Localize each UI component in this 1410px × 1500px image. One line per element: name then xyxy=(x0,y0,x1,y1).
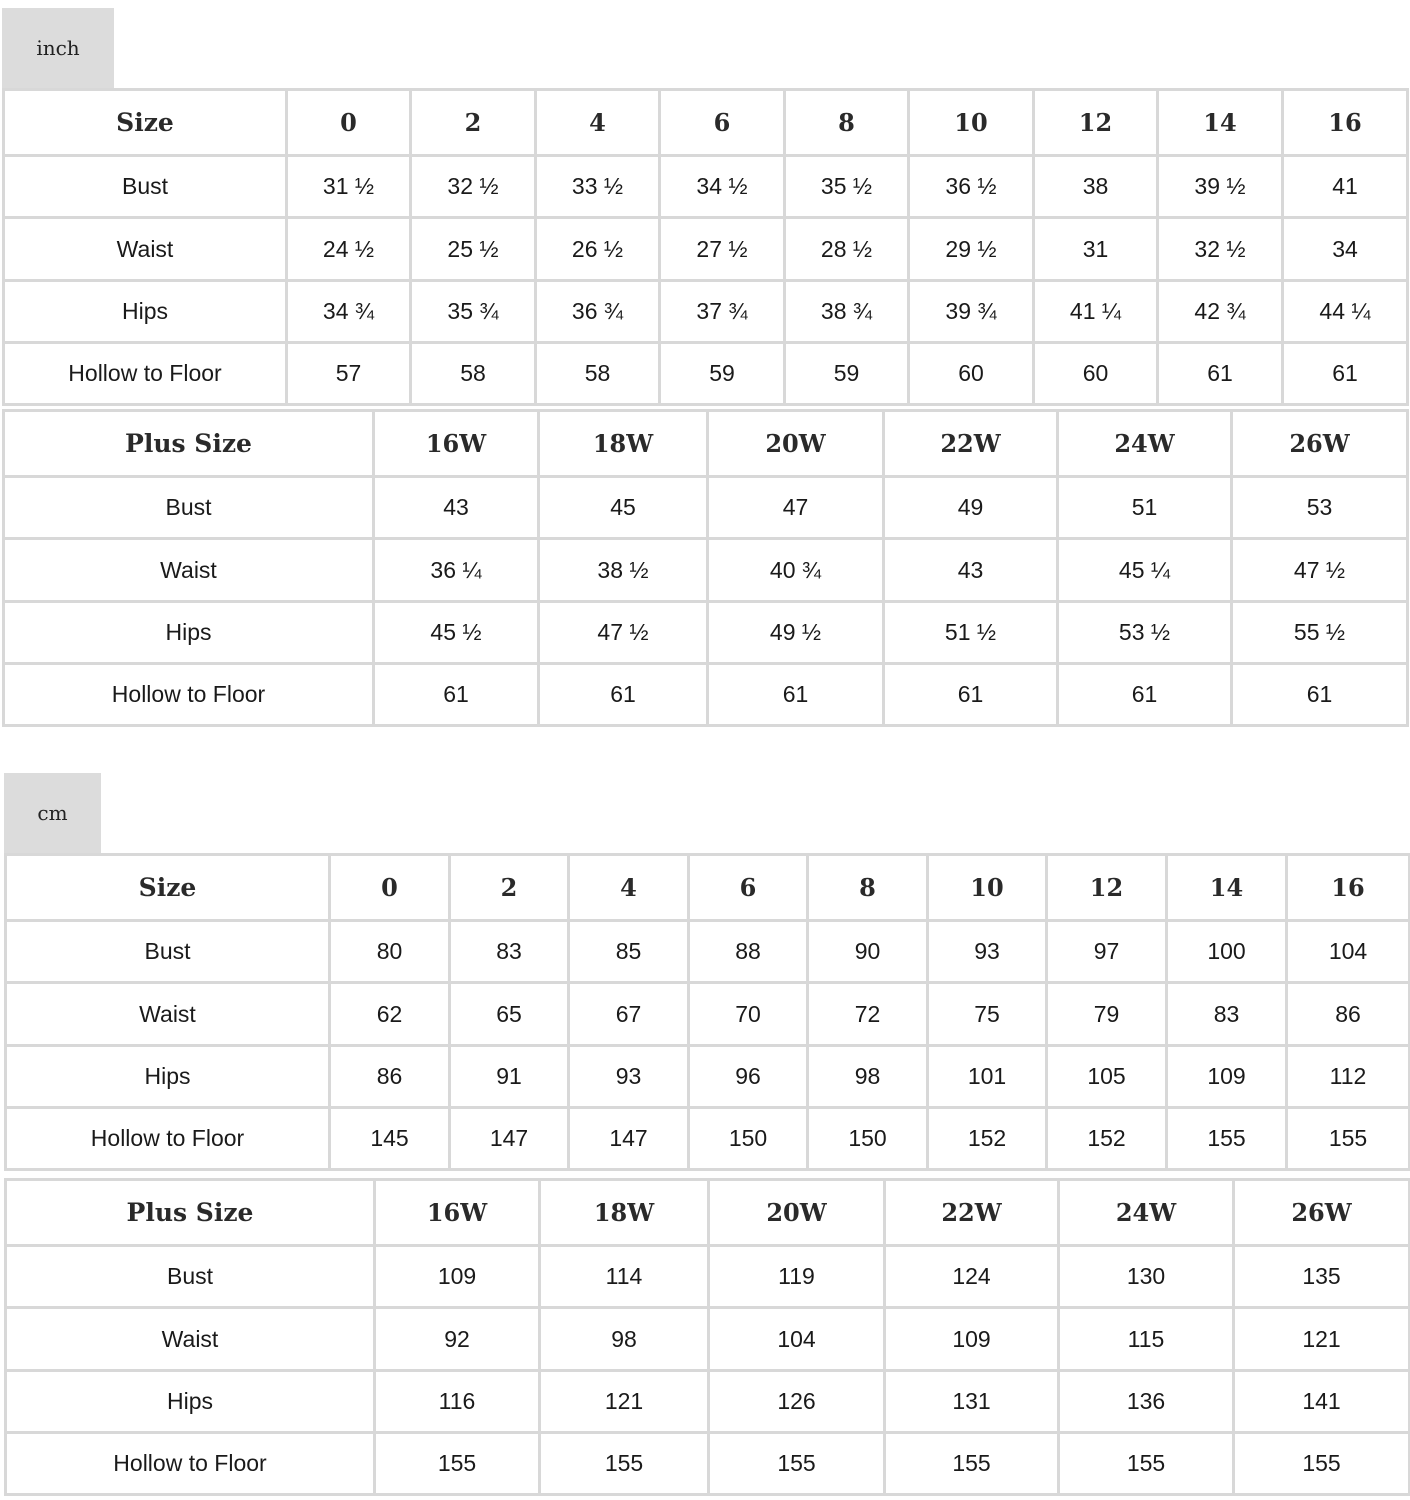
measurement-value: 47 ½ xyxy=(1232,539,1408,601)
table-row xyxy=(6,1432,1410,1494)
unit-tab-cm[interactable]: cm xyxy=(4,773,101,853)
measurement-value: 47 xyxy=(708,477,884,539)
header-label-cell: Size xyxy=(6,855,330,921)
measurement-value: 34 ¾ xyxy=(287,280,411,342)
size-header-cell: 16W xyxy=(375,1180,540,1246)
measurement-value: 79 xyxy=(1047,983,1167,1045)
measurement-value: 147 xyxy=(450,1107,569,1169)
measurement-value: 60 xyxy=(1034,342,1158,404)
measurement-value: 31 ½ xyxy=(287,156,411,218)
measurement-value: 93 xyxy=(928,921,1047,983)
measurement-value: 41 xyxy=(1283,156,1408,218)
inch-plus-size-table xyxy=(2,409,1409,727)
measurement-value: 61 xyxy=(1283,342,1408,404)
measurement-value: 32 ½ xyxy=(1158,218,1283,280)
table-header-row xyxy=(6,855,1410,921)
measurement-value: 109 xyxy=(1167,1045,1287,1107)
measurement-value: 39 ¾ xyxy=(909,280,1034,342)
size-header-cell: 14 xyxy=(1158,90,1283,156)
size-header-cell: 6 xyxy=(689,855,808,921)
table-row xyxy=(4,539,1408,601)
size-header-cell: 18W xyxy=(540,1180,709,1246)
measurement-value: 44 ¼ xyxy=(1283,280,1408,342)
table-row xyxy=(4,342,1408,404)
measurement-value: 36 ¾ xyxy=(536,280,660,342)
measurement-value: 135 xyxy=(1234,1246,1410,1308)
measurement-value: 61 xyxy=(539,663,708,725)
measurement-label: Hollow to Floor xyxy=(6,1107,330,1169)
measurement-value: 28 ½ xyxy=(785,218,909,280)
unit-tab-inch[interactable]: inch xyxy=(2,8,114,88)
measurement-value: 33 ½ xyxy=(536,156,660,218)
measurement-value: 131 xyxy=(885,1370,1059,1432)
measurement-value: 38 xyxy=(1034,156,1158,218)
measurement-value: 136 xyxy=(1059,1370,1234,1432)
measurement-label: Hollow to Floor xyxy=(4,663,374,725)
table-row xyxy=(6,1308,1410,1370)
measurement-label: Bust xyxy=(6,1246,375,1308)
measurement-label: Hips xyxy=(4,601,374,663)
table-row xyxy=(4,601,1408,663)
measurement-value: 155 xyxy=(885,1432,1059,1494)
measurement-value: 96 xyxy=(689,1045,808,1107)
measurement-value: 45 xyxy=(539,477,708,539)
measurement-value: 100 xyxy=(1167,921,1287,983)
header-label-cell: Plus Size xyxy=(6,1180,375,1246)
measurement-value: 152 xyxy=(1047,1107,1167,1169)
measurement-label: Hollow to Floor xyxy=(6,1432,375,1494)
measurement-label: Waist xyxy=(4,539,374,601)
measurement-label: Waist xyxy=(4,218,287,280)
measurement-value: 121 xyxy=(1234,1308,1410,1370)
measurement-value: 61 xyxy=(1158,342,1283,404)
measurement-value: 141 xyxy=(1234,1370,1410,1432)
measurement-value: 116 xyxy=(375,1370,540,1432)
measurement-value: 61 xyxy=(708,663,884,725)
measurement-value: 98 xyxy=(540,1308,709,1370)
measurement-value: 61 xyxy=(1232,663,1408,725)
measurement-value: 155 xyxy=(1059,1432,1234,1494)
measurement-value: 65 xyxy=(450,983,569,1045)
table-row xyxy=(6,1246,1410,1308)
size-header-cell: 18W xyxy=(539,411,708,477)
measurement-value: 86 xyxy=(330,1045,450,1107)
measurement-value: 104 xyxy=(709,1308,885,1370)
measurement-value: 35 ½ xyxy=(785,156,909,218)
measurement-value: 61 xyxy=(884,663,1058,725)
measurement-value: 112 xyxy=(1287,1045,1410,1107)
measurement-value: 25 ½ xyxy=(411,218,536,280)
table-row xyxy=(4,477,1408,539)
measurement-value: 59 xyxy=(785,342,909,404)
measurement-value: 29 ½ xyxy=(909,218,1034,280)
measurement-label: Hips xyxy=(4,280,287,342)
measurement-value: 40 ¾ xyxy=(708,539,884,601)
measurement-value: 34 ½ xyxy=(660,156,785,218)
measurement-value: 101 xyxy=(928,1045,1047,1107)
size-header-cell: 0 xyxy=(330,855,450,921)
measurement-value: 32 ½ xyxy=(411,156,536,218)
measurement-value: 109 xyxy=(885,1308,1059,1370)
table-row xyxy=(4,218,1408,280)
measurement-value: 59 xyxy=(660,342,785,404)
measurement-value: 37 ¾ xyxy=(660,280,785,342)
measurement-value: 38 ¾ xyxy=(785,280,909,342)
cm-size-table xyxy=(4,853,1410,1171)
size-header-cell: 16 xyxy=(1283,90,1408,156)
measurement-value: 41 ¼ xyxy=(1034,280,1158,342)
measurement-value: 93 xyxy=(569,1045,689,1107)
measurement-value: 121 xyxy=(540,1370,709,1432)
header-label-cell: Plus Size xyxy=(4,411,374,477)
size-header-cell: 2 xyxy=(411,90,536,156)
measurement-value: 130 xyxy=(1059,1246,1234,1308)
table-row xyxy=(4,280,1408,342)
measurement-value: 62 xyxy=(330,983,450,1045)
size-header-cell: 8 xyxy=(808,855,928,921)
size-header-cell: 14 xyxy=(1167,855,1287,921)
table-row xyxy=(6,1370,1410,1432)
measurement-value: 36 ¼ xyxy=(374,539,539,601)
measurement-value: 61 xyxy=(374,663,539,725)
measurement-value: 97 xyxy=(1047,921,1167,983)
measurement-value: 85 xyxy=(569,921,689,983)
measurement-value: 58 xyxy=(411,342,536,404)
measurement-label: Waist xyxy=(6,1308,375,1370)
measurement-value: 91 xyxy=(450,1045,569,1107)
measurement-value: 155 xyxy=(709,1432,885,1494)
measurement-value: 83 xyxy=(450,921,569,983)
size-header-cell: 16W xyxy=(374,411,539,477)
measurement-value: 80 xyxy=(330,921,450,983)
measurement-label: Bust xyxy=(4,477,374,539)
measurement-value: 155 xyxy=(540,1432,709,1494)
inch-size-table xyxy=(2,88,1409,406)
size-header-cell: 4 xyxy=(536,90,660,156)
size-header-cell: 20W xyxy=(708,411,884,477)
measurement-value: 53 ½ xyxy=(1058,601,1232,663)
measurement-value: 124 xyxy=(885,1246,1059,1308)
measurement-value: 60 xyxy=(909,342,1034,404)
size-header-cell: 20W xyxy=(709,1180,885,1246)
measurement-value: 43 xyxy=(884,539,1058,601)
measurement-label: Bust xyxy=(4,156,287,218)
table-row xyxy=(4,663,1408,725)
measurement-value: 150 xyxy=(689,1107,808,1169)
measurement-value: 109 xyxy=(375,1246,540,1308)
measurement-value: 49 ½ xyxy=(708,601,884,663)
size-header-cell: 22W xyxy=(885,1180,1059,1246)
measurement-value: 119 xyxy=(709,1246,885,1308)
size-header-cell: 26W xyxy=(1234,1180,1410,1246)
size-header-cell: 24W xyxy=(1058,411,1232,477)
table-row xyxy=(4,156,1408,218)
measurement-value: 57 xyxy=(287,342,411,404)
size-header-cell: 26W xyxy=(1232,411,1408,477)
measurement-value: 43 xyxy=(374,477,539,539)
measurement-value: 51 ½ xyxy=(884,601,1058,663)
measurement-value: 31 xyxy=(1034,218,1158,280)
table-row xyxy=(6,1045,1410,1107)
table-row xyxy=(6,921,1410,983)
measurement-value: 152 xyxy=(928,1107,1047,1169)
measurement-value: 114 xyxy=(540,1246,709,1308)
measurement-value: 126 xyxy=(709,1370,885,1432)
measurement-value: 55 ½ xyxy=(1232,601,1408,663)
size-header-cell: 6 xyxy=(660,90,785,156)
size-header-cell: 12 xyxy=(1047,855,1167,921)
measurement-value: 38 ½ xyxy=(539,539,708,601)
size-header-cell: 10 xyxy=(909,90,1034,156)
measurement-value: 72 xyxy=(808,983,928,1045)
measurement-value: 61 xyxy=(1058,663,1232,725)
measurement-value: 34 xyxy=(1283,218,1408,280)
measurement-value: 155 xyxy=(1167,1107,1287,1169)
measurement-value: 36 ½ xyxy=(909,156,1034,218)
measurement-value: 150 xyxy=(808,1107,928,1169)
measurement-value: 67 xyxy=(569,983,689,1045)
size-header-cell: 16 xyxy=(1287,855,1410,921)
size-header-cell: 12 xyxy=(1034,90,1158,156)
measurement-label: Hollow to Floor xyxy=(4,342,287,404)
measurement-value: 27 ½ xyxy=(660,218,785,280)
table-header-row xyxy=(4,90,1408,156)
measurement-value: 86 xyxy=(1287,983,1410,1045)
measurement-label: Waist xyxy=(6,983,330,1045)
measurement-value: 75 xyxy=(928,983,1047,1045)
table-header-row xyxy=(4,411,1408,477)
size-header-cell: 0 xyxy=(287,90,411,156)
measurement-value: 49 xyxy=(884,477,1058,539)
measurement-value: 104 xyxy=(1287,921,1410,983)
table-row xyxy=(6,983,1410,1045)
measurement-value: 83 xyxy=(1167,983,1287,1045)
measurement-value: 39 ½ xyxy=(1158,156,1283,218)
measurement-value: 45 ¼ xyxy=(1058,539,1232,601)
table-header-row xyxy=(6,1180,1410,1246)
measurement-value: 45 ½ xyxy=(374,601,539,663)
measurement-value: 90 xyxy=(808,921,928,983)
measurement-value: 70 xyxy=(689,983,808,1045)
size-header-cell: 22W xyxy=(884,411,1058,477)
measurement-value: 35 ¾ xyxy=(411,280,536,342)
size-header-cell: 10 xyxy=(928,855,1047,921)
size-header-cell: 24W xyxy=(1059,1180,1234,1246)
measurement-value: 42 ¾ xyxy=(1158,280,1283,342)
measurement-label: Hips xyxy=(6,1045,330,1107)
measurement-value: 105 xyxy=(1047,1045,1167,1107)
measurement-value: 115 xyxy=(1059,1308,1234,1370)
measurement-value: 47 ½ xyxy=(539,601,708,663)
measurement-value: 26 ½ xyxy=(536,218,660,280)
measurement-value: 53 xyxy=(1232,477,1408,539)
header-label-cell: Size xyxy=(4,90,287,156)
cm-plus-size-table xyxy=(4,1178,1410,1496)
size-header-cell: 2 xyxy=(450,855,569,921)
measurement-value: 92 xyxy=(375,1308,540,1370)
measurement-value: 155 xyxy=(375,1432,540,1494)
size-header-cell: 4 xyxy=(569,855,689,921)
measurement-value: 147 xyxy=(569,1107,689,1169)
measurement-value: 155 xyxy=(1287,1107,1410,1169)
measurement-value: 24 ½ xyxy=(287,218,411,280)
measurement-value: 145 xyxy=(330,1107,450,1169)
measurement-value: 51 xyxy=(1058,477,1232,539)
measurement-value: 88 xyxy=(689,921,808,983)
measurement-value: 98 xyxy=(808,1045,928,1107)
table-row xyxy=(6,1107,1410,1169)
measurement-label: Hips xyxy=(6,1370,375,1432)
measurement-value: 155 xyxy=(1234,1432,1410,1494)
size-header-cell: 8 xyxy=(785,90,909,156)
measurement-label: Bust xyxy=(6,921,330,983)
measurement-value: 58 xyxy=(536,342,660,404)
